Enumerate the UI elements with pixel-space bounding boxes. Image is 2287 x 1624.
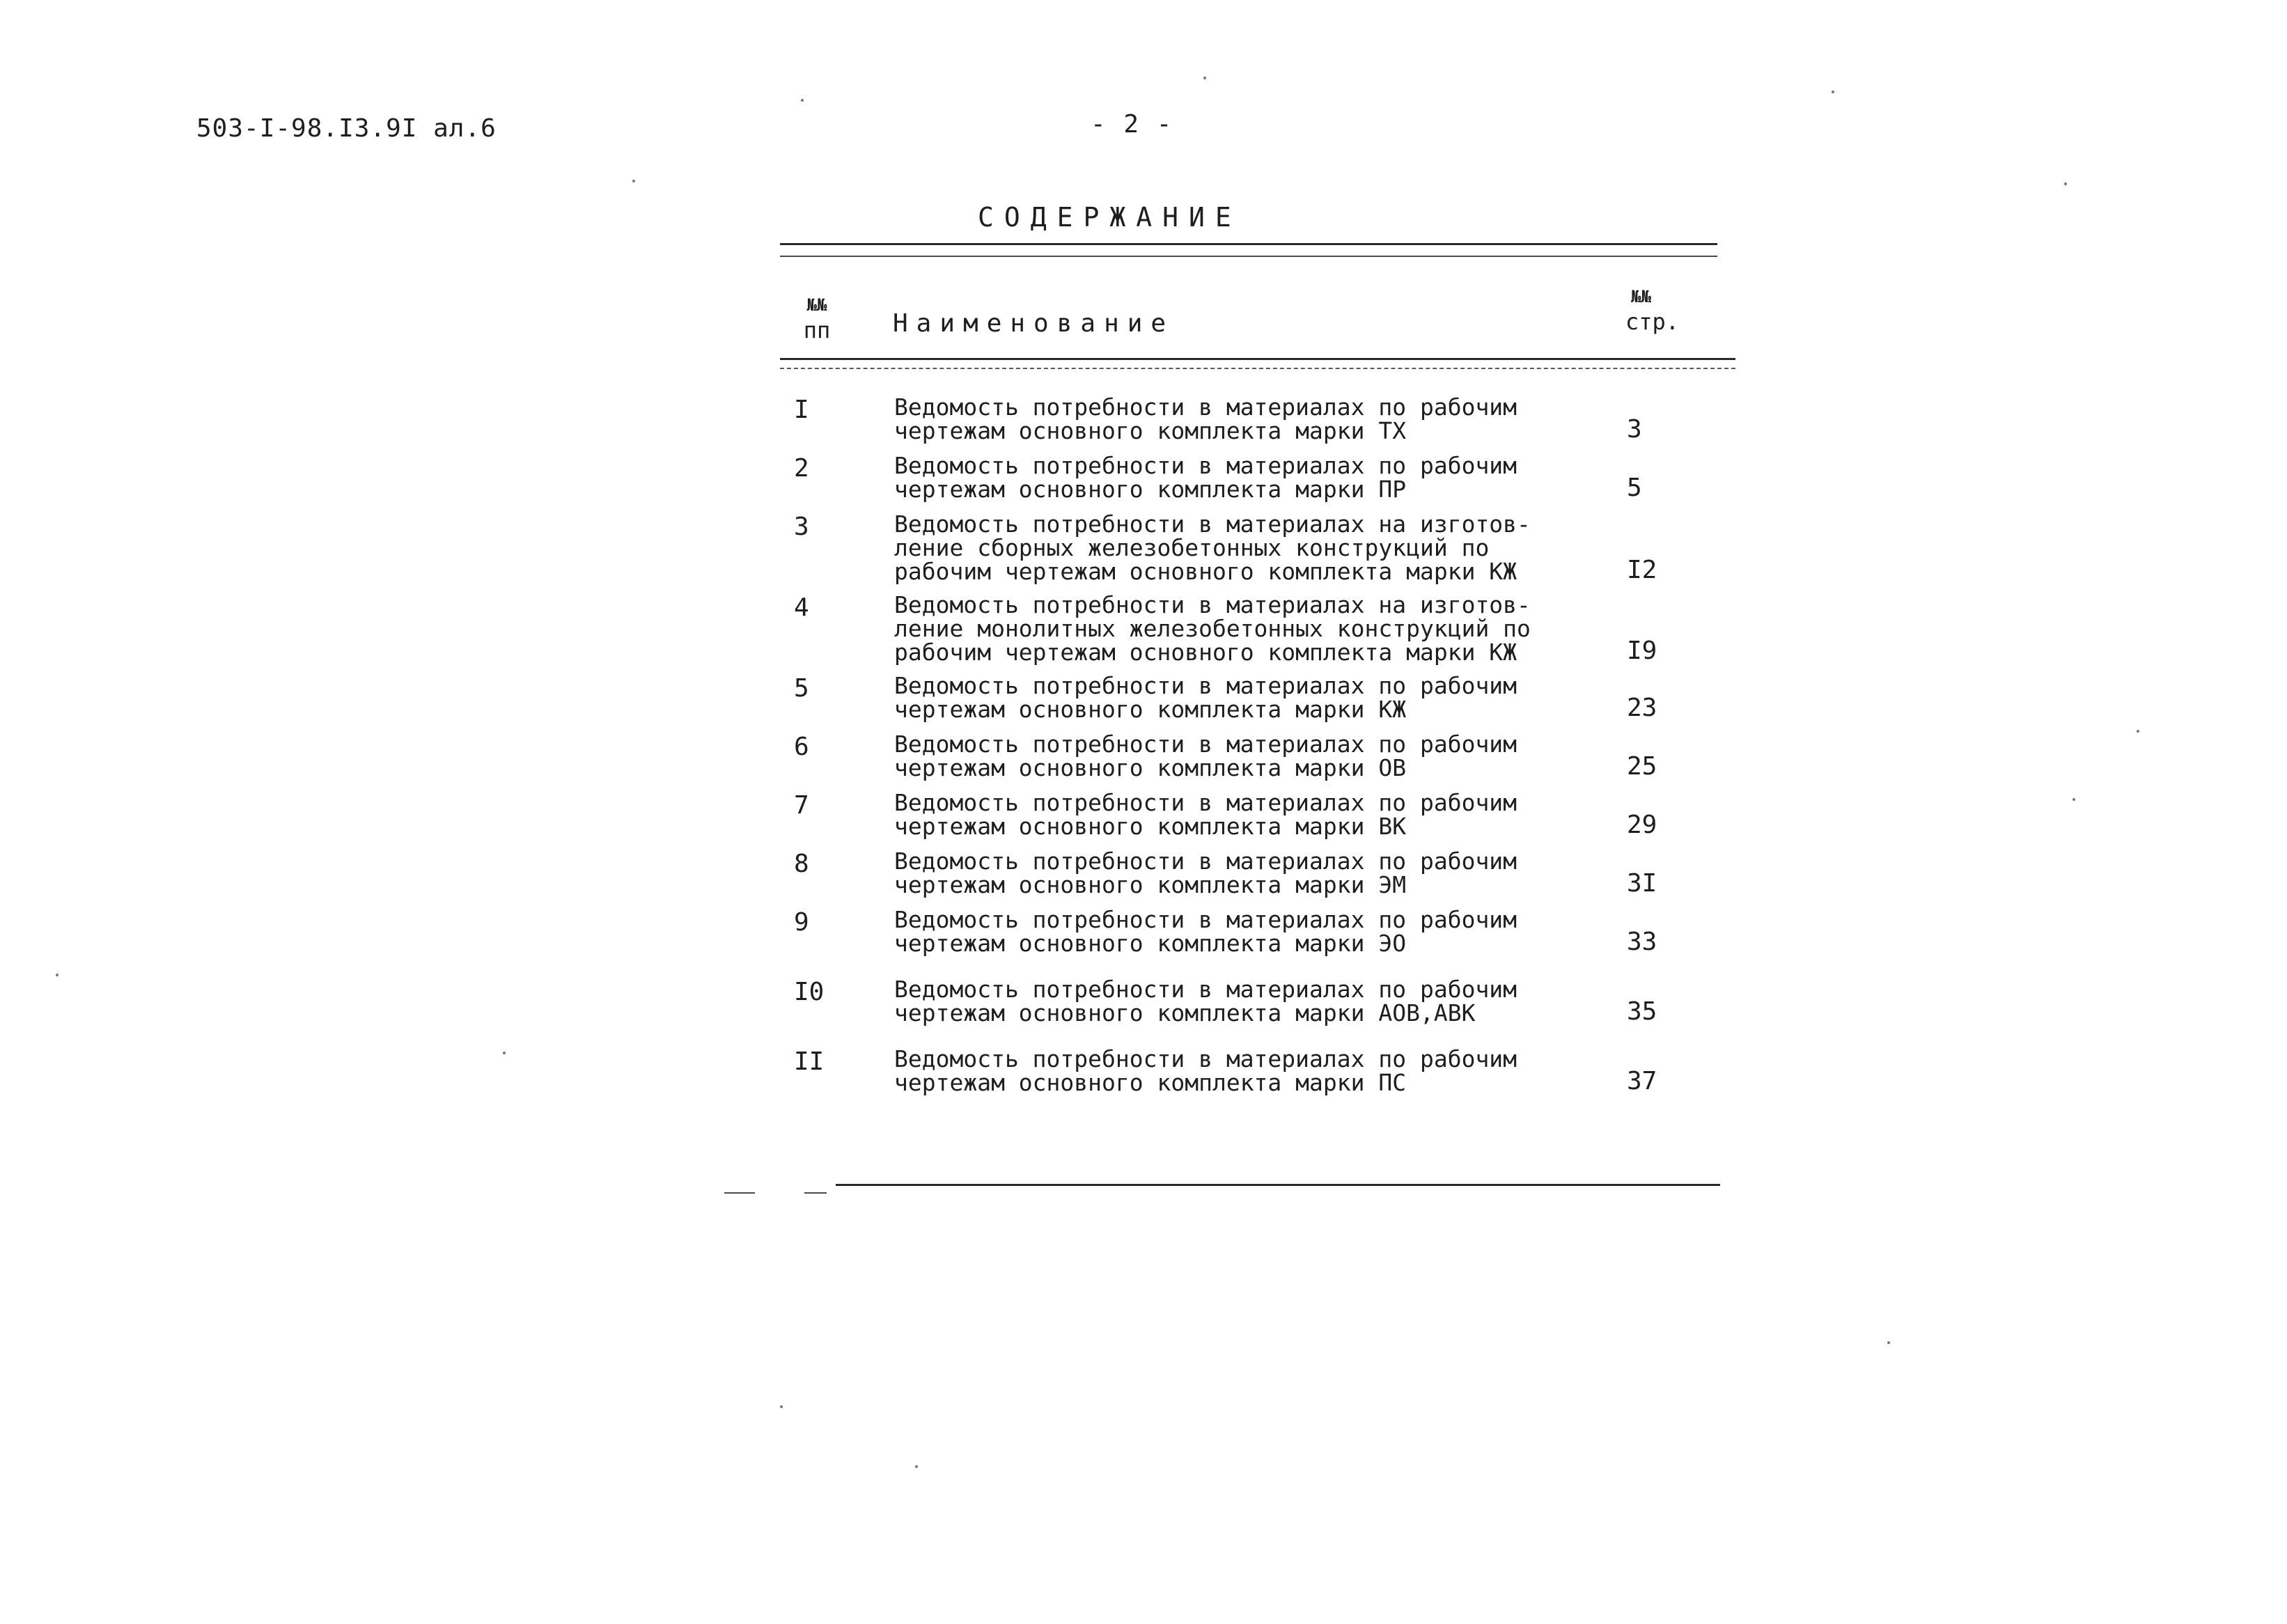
- row-page: I2: [1627, 556, 1657, 584]
- row-title-line: Ведомость потребности в материалах по рабочим: [894, 906, 1517, 933]
- row-page: 25: [1627, 752, 1657, 781]
- row-title-line: рабочим чертежам основного комплекта марки КЖ: [894, 558, 1517, 585]
- row-title-line: Ведомость потребности в материалах по рабочим: [894, 976, 1517, 1003]
- page-number: - 2 -: [1091, 110, 1173, 139]
- row-page: 23: [1627, 694, 1657, 722]
- row-title: [894, 674, 1517, 721]
- row-title-line: Ведомость потребности в материалах по рабочим: [894, 672, 1517, 699]
- bottom-rule-fragment: [804, 1192, 827, 1194]
- row-title: [894, 850, 1517, 897]
- row-number: 6: [794, 733, 809, 761]
- row-number: II: [794, 1047, 825, 1076]
- header-rule-secondary: [780, 368, 1735, 369]
- row-title-line: чертежам основного комплекта марки ТХ: [894, 417, 1407, 444]
- document-code: 503-I-98.I3.9I ал.6: [196, 114, 497, 143]
- row-title-line: ление монолитных железобетонных конструкций по: [894, 615, 1531, 642]
- row-title-line: чертежам основного комплекта марки ПР: [894, 476, 1407, 503]
- bottom-rule-fragment: [724, 1192, 755, 1194]
- top-rule-secondary: [780, 256, 1717, 257]
- row-page: 37: [1627, 1067, 1657, 1095]
- page-symbol: №№: [1631, 287, 1651, 306]
- row-title: [894, 393, 1517, 444]
- row-title-line: Ведомость потребности в материалах по рабочим: [894, 1045, 1517, 1072]
- row-number: 9: [794, 908, 809, 937]
- row-number: 2: [794, 454, 809, 483]
- row-title-line: чертежам основного комплекта марки АОВ,АВК: [894, 999, 1476, 1026]
- page-label: стр.: [1625, 309, 1680, 335]
- row-title: [894, 908, 1517, 955]
- row-title-line: чертежам основного комплекта марки ЭМ: [894, 871, 1407, 898]
- scan-speck: [801, 99, 804, 102]
- row-number: 8: [794, 850, 809, 878]
- row-title: [894, 1047, 1517, 1095]
- row-title: [894, 791, 1517, 838]
- row-page: 33: [1627, 928, 1657, 956]
- scan-speck: [56, 974, 58, 976]
- page-title: СОДЕРЖАНИЕ: [978, 202, 1242, 233]
- row-page: I9: [1627, 637, 1657, 665]
- row-page: 29: [1627, 811, 1657, 839]
- row-number: I0: [794, 978, 825, 1006]
- number-label: пп: [803, 317, 831, 343]
- number-symbol: №№: [806, 295, 827, 315]
- scan-speck: [1203, 77, 1206, 79]
- row-title-line: Ведомость потребности в материалах по рабочим: [894, 789, 1517, 816]
- row-title-line: чертежам основного комплекта марки ЭО: [894, 930, 1407, 957]
- row-title-line: Ведомость потребности в материалах по рабочим: [894, 848, 1517, 875]
- top-rule: [780, 243, 1717, 245]
- row-title-line: ление сборных железобетонных конструкций по: [894, 534, 1490, 561]
- header-rule: [780, 358, 1735, 360]
- row-page: 3: [1627, 415, 1642, 444]
- row-title-line: чертежам основного комплекта марки ВК: [894, 813, 1407, 840]
- row-title-line: рабочим чертежам основного комплекта марки КЖ: [894, 639, 1517, 666]
- scan-speck: [2064, 182, 2067, 185]
- scan-speck: [2137, 730, 2139, 733]
- row-title-line: Ведомость потребности в материалах по рабочим: [894, 393, 1517, 421]
- row-number: 4: [794, 593, 809, 622]
- row-title: [894, 978, 1517, 1025]
- row-title: [894, 733, 1517, 780]
- scan-speck: [632, 180, 635, 182]
- row-title-line: чертежам основного комплекта марки ОВ: [894, 754, 1407, 781]
- row-title-line: чертежам основного комплекта марки КЖ: [894, 696, 1407, 723]
- row-title-line: Ведомость потребности в материалах по рабочим: [894, 452, 1517, 479]
- row-number: 7: [794, 791, 809, 820]
- row-number: I: [794, 396, 809, 424]
- row-page: 3I: [1627, 869, 1657, 898]
- row-title-line: чертежам основного комплекта марки ПС: [894, 1069, 1407, 1096]
- row-page: 5: [1627, 474, 1642, 502]
- row-number: 3: [794, 513, 809, 541]
- row-number: 5: [794, 674, 809, 703]
- column-header-number: [793, 292, 841, 343]
- bottom-rule: [836, 1184, 1720, 1186]
- row-page: 35: [1627, 997, 1657, 1026]
- scan-speck: [2073, 798, 2075, 801]
- scan-speck: [780, 1405, 783, 1408]
- scan-speck: [1832, 91, 1834, 93]
- row-title-line: Ведомость потребности в материалах по рабочим: [894, 731, 1517, 758]
- row-title-line: Ведомость потребности в материалах на изготов-: [894, 591, 1531, 618]
- scan-speck: [503, 1052, 506, 1054]
- scan-speck: [915, 1465, 918, 1468]
- scan-speck: [1887, 1341, 1890, 1344]
- row-title: [894, 510, 1531, 585]
- row-title: [894, 454, 1517, 501]
- column-header-page: [1625, 284, 1679, 334]
- column-header-name: Наименование: [893, 309, 1175, 338]
- row-title-line: Ведомость потребности в материалах на изготов-: [894, 510, 1531, 538]
- row-title: [894, 593, 1531, 664]
